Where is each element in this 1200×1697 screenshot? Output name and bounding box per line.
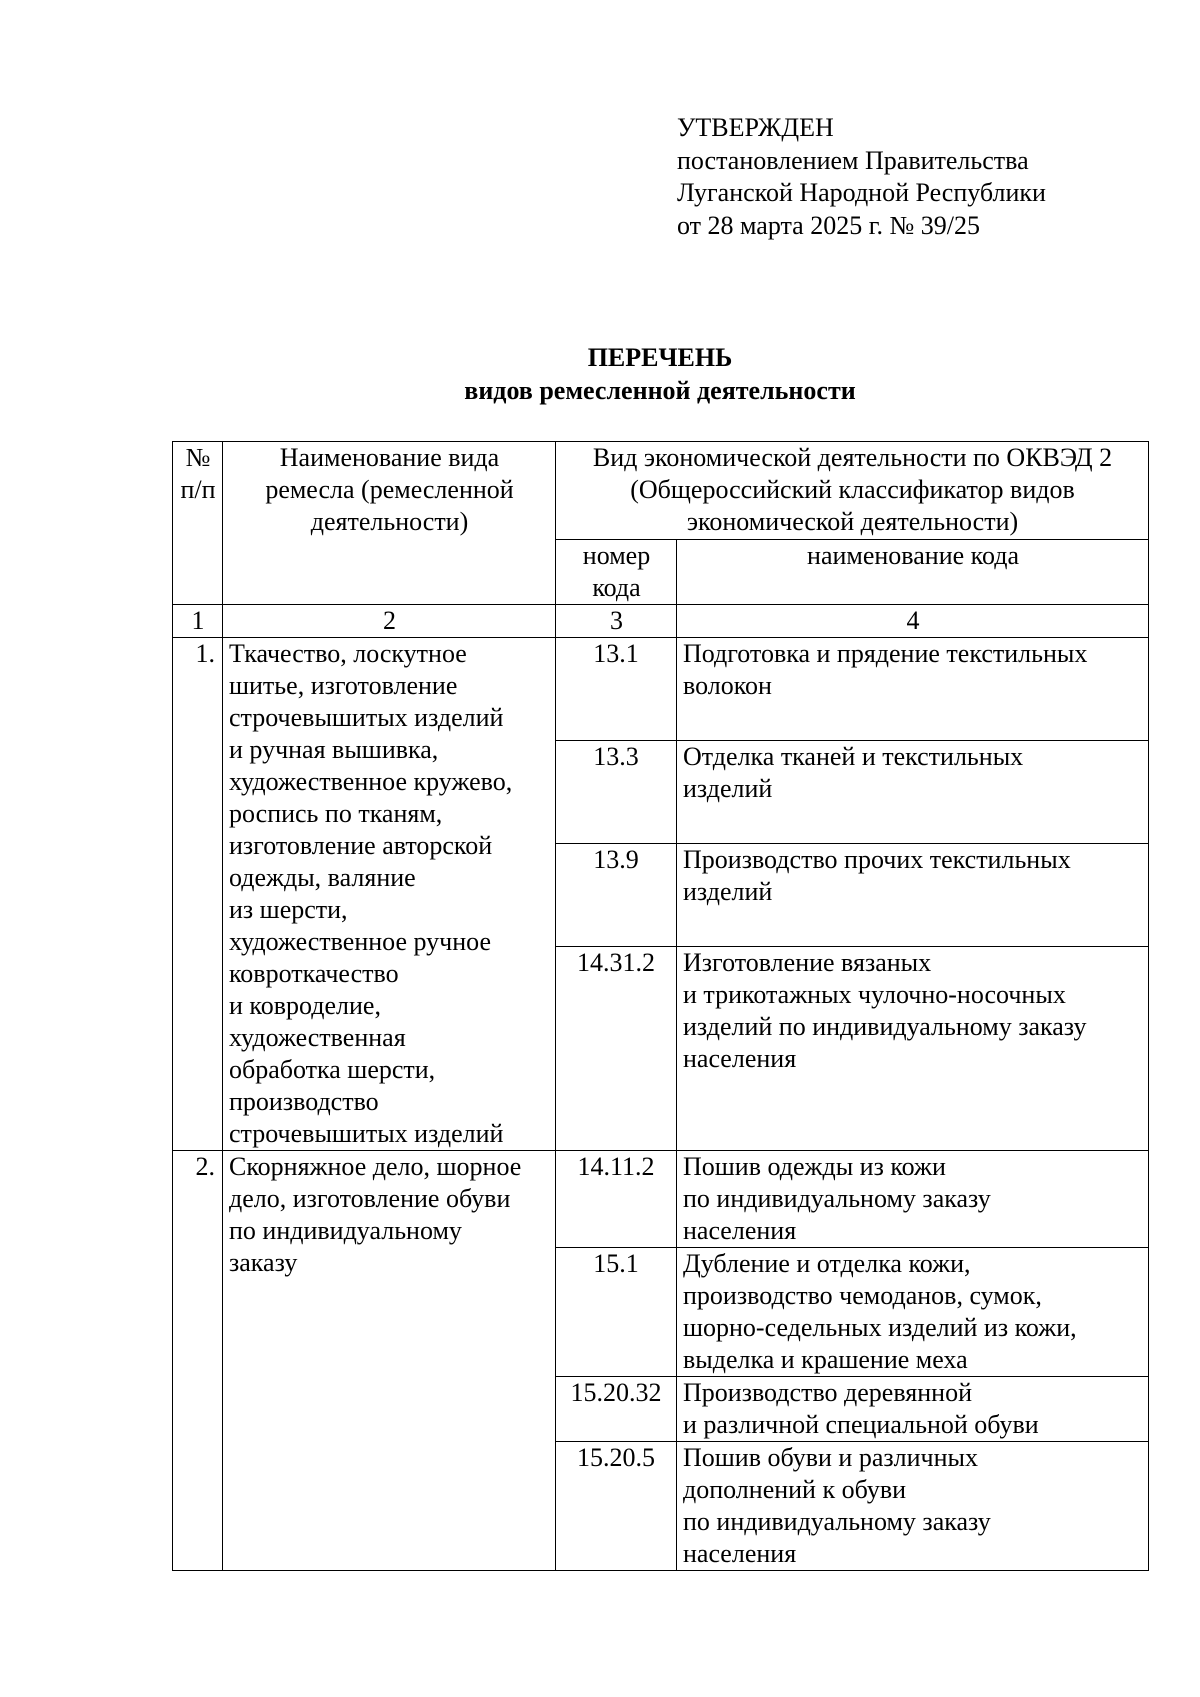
column-index-row — [173, 605, 1149, 638]
title-main: ПЕРЕЧЕНЬ — [587, 343, 733, 372]
column-index: 1 — [173, 605, 223, 638]
code-name: Производство прочих текстильных изделий — [677, 843, 1149, 946]
table-header-row — [173, 442, 1149, 540]
table-row — [173, 638, 1149, 741]
table-row — [173, 1151, 1149, 1248]
approval-decree: постановлением Правительства — [677, 145, 1029, 175]
code-name: Пошив одежды из кожи по индивидуальному заказу населения — [677, 1151, 1149, 1248]
craft-name: Ткачество, лоскутное шитье, изготовление строчевышитых изделий и ручная вышивка, художественное кружево, роспись по тканям, изготовление авторской одежды, валяние из шерсти, художественное ручное ковроткачество и ковроделие, художественная обработка шерсти, производство строчевышитых изделий — [223, 638, 556, 1151]
header-code-name: наименование кода — [677, 540, 1149, 605]
header-craft: Наименование вида ремесла (ремесленной деятельности) — [223, 442, 556, 605]
code-number: 14.31.2 — [556, 946, 677, 1150]
code-number: 15.20.5 — [556, 1442, 677, 1571]
code-name: Подготовка и прядение текстильных волокон — [677, 638, 1149, 741]
code-number: 14.11.2 — [556, 1151, 677, 1248]
column-index: 4 — [677, 605, 1149, 638]
code-number: 13.1 — [556, 638, 677, 741]
code-name: Отделка тканей и текстильных изделий — [677, 740, 1149, 843]
code-number: 13.3 — [556, 740, 677, 843]
code-name: Пошив обуви и различных дополнений к обуви по индивидуальному заказу населения — [677, 1442, 1149, 1571]
column-index: 3 — [556, 605, 677, 638]
header-okved: Вид экономической деятельности по ОКВЭД 2 (Общероссийский классификатор видов экономической деятельности) — [556, 442, 1149, 540]
header-num: № п/п — [173, 442, 223, 605]
row-number: 2. — [173, 1151, 223, 1571]
code-number: 13.9 — [556, 843, 677, 946]
approval-authority: Луганской Народной Республики — [677, 178, 1046, 207]
code-name: Дубление и отделка кожи, производство чемоданов, сумок, шорно-седельных изделий из кожи, выделка и крашение меха — [677, 1248, 1149, 1377]
approval-stamp — [677, 112, 1046, 242]
header-code-number: номер кода — [556, 540, 677, 605]
crafts-table — [172, 441, 1149, 1571]
craft-name: Скорняжное дело, шорное дело, изготовление обуви по индивидуальному заказу — [223, 1151, 556, 1571]
code-name: Производство деревянной и различной специальной обуви — [677, 1377, 1149, 1442]
row-number: 1. — [173, 638, 223, 1151]
code-name: Изготовление вязаных и трикотажных чулочно-носочных изделий по индивидуальному заказу населения — [677, 946, 1149, 1150]
approval-date-number: от 28 марта 2025 г. № 39/25 — [677, 210, 980, 240]
approval-heading: УТВЕРЖДЕН — [677, 113, 834, 142]
code-number: 15.1 — [556, 1248, 677, 1377]
document-title — [0, 341, 1200, 407]
title-subtitle: видов ремесленной деятельности — [464, 376, 856, 405]
column-index: 2 — [223, 605, 556, 638]
code-number: 15.20.32 — [556, 1377, 677, 1442]
